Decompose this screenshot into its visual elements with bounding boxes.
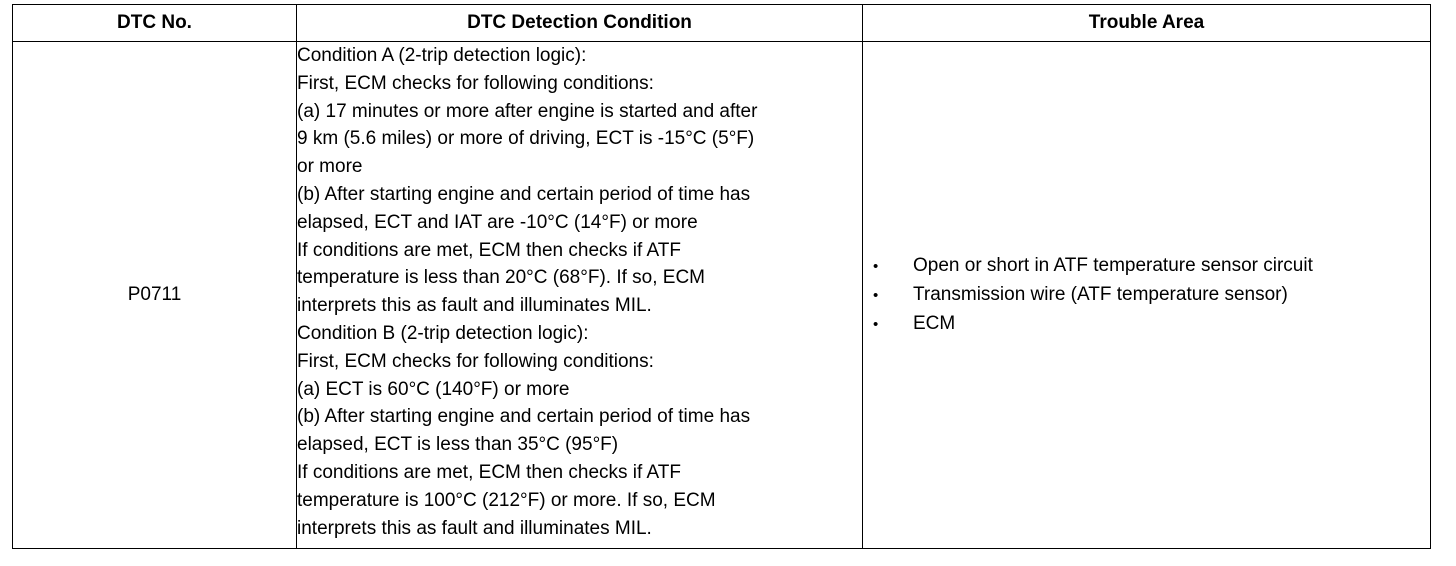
detection-condition-cell	[297, 42, 863, 549]
bullet-icon: •	[873, 257, 879, 275]
header-dtc-no: DTC No.	[13, 5, 297, 42]
condition-line: (a) ECT is 60°C (140°F) or more	[297, 378, 570, 400]
condition-line: 9 km (5.6 miles) or more of driving, ECT is -15°C (5°F)	[297, 128, 755, 150]
dtc-code-cell: P0711	[13, 42, 297, 549]
condition-line: elapsed, ECT and IAT are -10°C (14°F) or more	[297, 211, 698, 233]
bullet-icon: •	[873, 315, 879, 333]
trouble-area-text: Transmission wire (ATF temperature sensor)	[913, 283, 1288, 305]
condition-line: elapsed, ECT is less than 35°C (95°F)	[297, 434, 619, 456]
condition-line: (a) 17 minutes or more after engine is started and after	[297, 100, 758, 122]
header-row	[13, 5, 1431, 42]
list-item	[873, 252, 1430, 281]
trouble-area-text: Open or short in ATF temperature sensor circuit	[913, 254, 1313, 276]
list-item	[873, 310, 1430, 339]
condition-line: If conditions are met, ECM then checks if ATF	[297, 461, 682, 483]
condition-line: (b) After starting engine and certain period of time has	[297, 183, 751, 205]
condition-line: First, ECM checks for following conditions:	[297, 72, 654, 94]
trouble-area-cell	[863, 42, 1431, 549]
trouble-area-text: ECM	[913, 312, 956, 334]
list-item	[873, 281, 1430, 310]
header-trouble-area: Trouble Area	[863, 5, 1431, 42]
condition-line: Condition B (2-trip detection logic):	[297, 322, 589, 344]
table-row	[13, 42, 1431, 549]
condition-line: First, ECM checks for following conditions:	[297, 350, 654, 372]
condition-line: temperature is 100°C (212°F) or more. If so, ECM	[297, 489, 716, 511]
condition-line: or more	[297, 156, 363, 178]
header-detection-condition: DTC Detection Condition	[297, 5, 863, 42]
bullet-icon: •	[873, 286, 879, 304]
condition-line: interprets this as fault and illuminates MIL.	[297, 295, 652, 317]
trouble-area-list	[863, 252, 1430, 339]
condition-line: If conditions are met, ECM then checks if ATF	[297, 239, 682, 261]
condition-line: interprets this as fault and illuminates MIL.	[297, 517, 652, 539]
condition-line: Condition A (2-trip detection logic):	[297, 45, 587, 66]
condition-line: temperature is less than 20°C (68°F). If so, ECM	[297, 267, 706, 289]
dtc-table	[12, 4, 1431, 549]
condition-line: (b) After starting engine and certain period of time has	[297, 406, 751, 428]
